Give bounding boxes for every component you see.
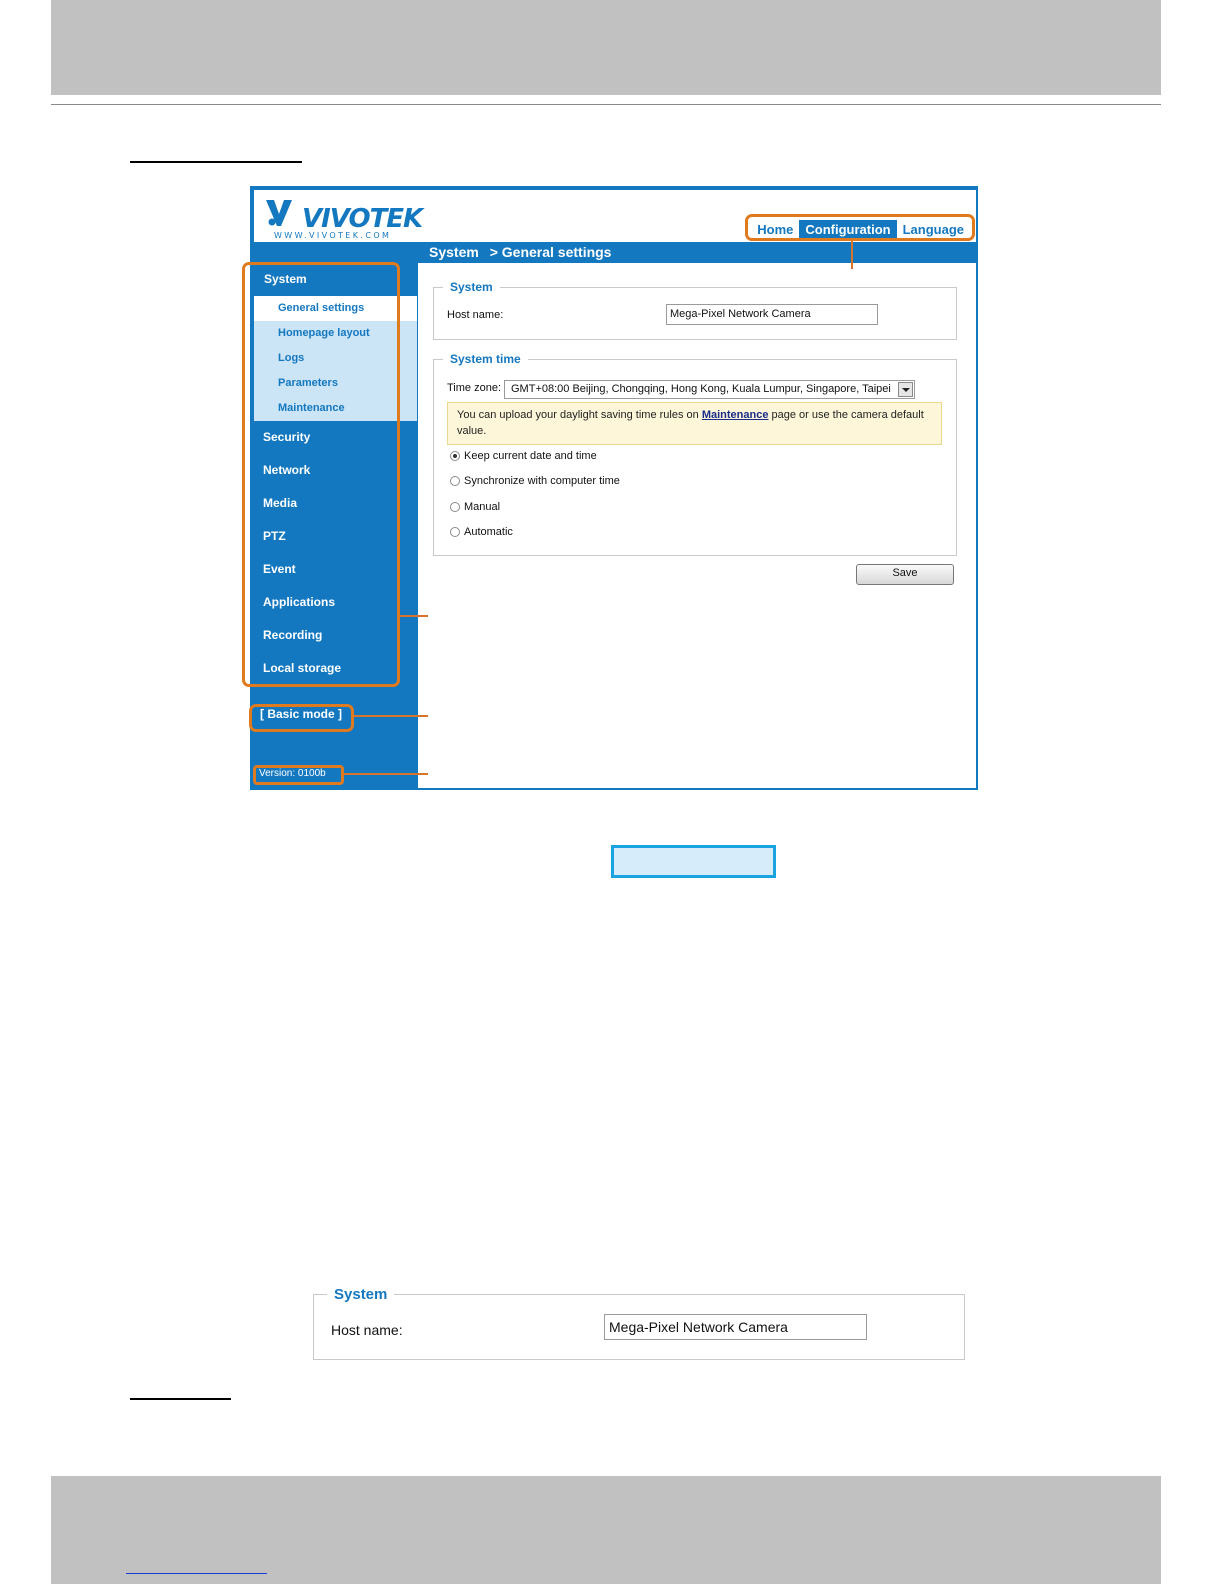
callout-line-basic-mode xyxy=(354,715,428,717)
section-heading-underline-2 xyxy=(130,1398,231,1400)
notice-text-after: page or use the camera default value. xyxy=(457,409,924,437)
radio-sync-computer[interactable] xyxy=(450,475,620,487)
sidebar-subitem-maintenance[interactable]: Maintenance xyxy=(254,396,417,421)
radio-label: Manual xyxy=(464,501,501,513)
logo-wordmark: VIVOTEK xyxy=(302,204,423,234)
radio-automatic[interactable] xyxy=(450,526,513,538)
vivotek-logo xyxy=(264,198,423,240)
sidebar-item-network[interactable]: Network xyxy=(263,463,311,477)
page-footer-band xyxy=(51,1476,1161,1584)
header-rule xyxy=(51,104,1161,105)
system-time-legend: System time xyxy=(443,352,528,366)
callout-line-top-nav xyxy=(851,241,853,269)
sidebar-subitem-parameters[interactable]: Parameters xyxy=(254,371,417,396)
zoom-system-legend: System xyxy=(327,1286,394,1303)
time-zone-select[interactable] xyxy=(504,380,915,399)
page-header-band xyxy=(51,0,1161,95)
callout-top-nav xyxy=(745,214,975,241)
sidebar-item-local-storage[interactable]: Local storage xyxy=(263,661,342,675)
version-label: Version: 0100b xyxy=(259,768,326,779)
sidebar-item-recording[interactable]: Recording xyxy=(263,628,323,642)
sidebar-item-ptz[interactable]: PTZ xyxy=(263,529,286,543)
radio-button[interactable] xyxy=(450,502,460,512)
sidebar-item-security[interactable]: Security xyxy=(263,430,311,444)
basic-mode-link[interactable]: [ Basic mode ] xyxy=(260,707,343,721)
logo-url: WWW.VIVOTEK.COM xyxy=(274,231,392,240)
nav-language[interactable]: Language xyxy=(897,220,970,240)
notice-text-before: You can upload your daylight saving time rules on xyxy=(457,409,699,421)
dst-notice xyxy=(447,402,942,445)
callout-version xyxy=(253,765,344,785)
time-zone-label: Time zone: xyxy=(447,382,502,394)
sidebar-subitem-logs[interactable]: Logs xyxy=(254,346,417,371)
callout-line-version xyxy=(344,773,428,775)
radio-label: Automatic xyxy=(464,526,513,538)
radio-button[interactable] xyxy=(450,476,460,486)
time-zone-value: GMT+08:00 Beijing, Chongqing, Hong Kong, Kuala Lumpur, Singapore, Taipei xyxy=(511,383,891,395)
callout-sidebar-menu xyxy=(242,262,400,687)
callout-basic-mode xyxy=(249,704,354,732)
system-legend: System xyxy=(443,280,500,294)
nav-home[interactable]: Home xyxy=(751,220,799,240)
logo-mark-icon xyxy=(264,198,294,228)
callout-line-sidebar xyxy=(400,615,428,617)
zoom-host-name-label: Host name: xyxy=(331,1322,403,1338)
sidebar-item-applications[interactable]: Applications xyxy=(263,595,336,609)
radio-label: Keep current date and time xyxy=(464,450,597,462)
radio-button[interactable] xyxy=(450,527,460,537)
sidebar-item-media[interactable]: Media xyxy=(263,496,298,510)
title-section: System xyxy=(429,244,479,260)
radio-button-selected[interactable] xyxy=(450,451,460,461)
footer-link-underline xyxy=(126,1573,267,1574)
section-heading-underline xyxy=(130,161,302,163)
chevron-down-icon[interactable] xyxy=(898,382,913,397)
sidebar-subitem-general-settings[interactable]: General settings xyxy=(254,296,417,321)
save-button[interactable]: Save xyxy=(856,564,954,585)
title-page: > General settings xyxy=(489,244,612,260)
sidebar-item-system[interactable]: System xyxy=(264,272,307,286)
radio-keep-current[interactable] xyxy=(450,450,597,462)
nav-configuration[interactable]: Configuration xyxy=(799,220,896,240)
host-name-label: Host name: xyxy=(447,309,504,321)
maintenance-link[interactable]: Maintenance xyxy=(701,409,769,421)
main-content xyxy=(418,263,976,788)
zoom-host-name-input[interactable]: Mega-Pixel Network Camera xyxy=(604,1314,867,1340)
radio-label: Synchronize with computer time xyxy=(464,475,620,487)
highlight-box xyxy=(611,845,776,878)
page-title-bar xyxy=(418,242,976,263)
sidebar-item-event[interactable]: Event xyxy=(263,562,296,576)
sidebar-subitem-homepage-layout[interactable]: Homepage layout xyxy=(254,321,417,346)
host-name-input[interactable]: Mega-Pixel Network Camera xyxy=(666,304,878,325)
radio-manual[interactable] xyxy=(450,501,500,513)
